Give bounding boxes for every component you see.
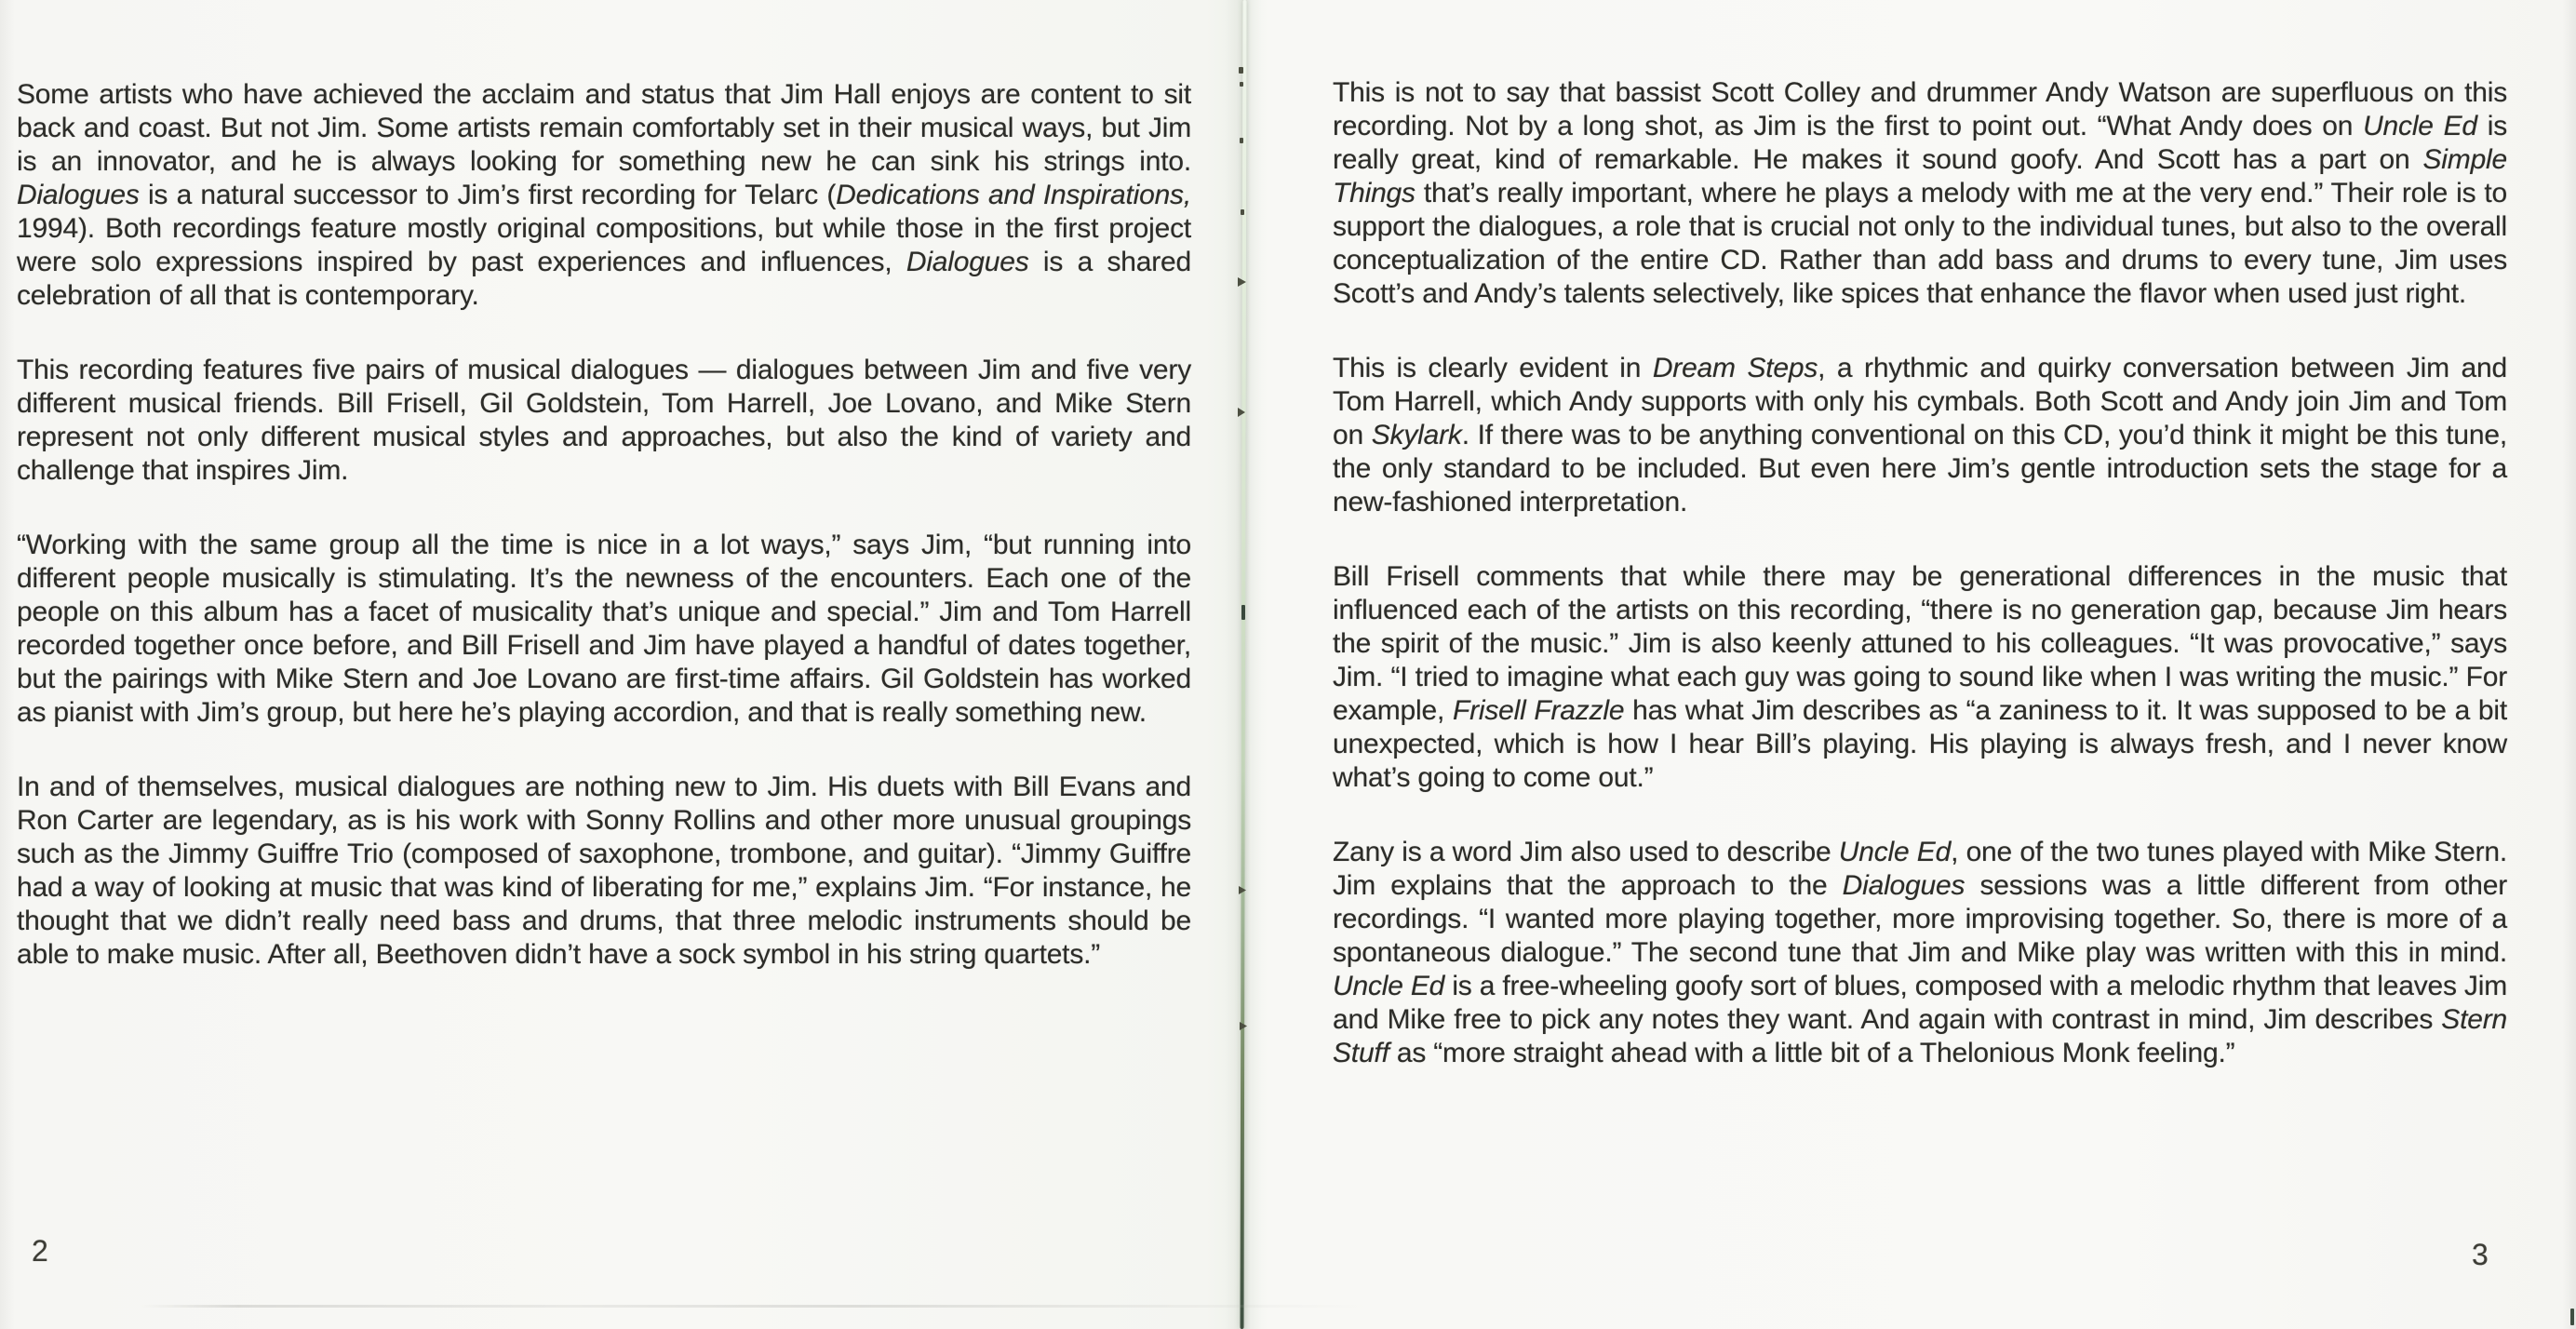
right-page-number: 3	[2472, 1238, 2489, 1271]
paragraph	[17, 771, 1191, 972]
body-text: is a shared celebration of all that is contemporary.	[17, 247, 1191, 311]
fold-speck	[1241, 209, 1244, 215]
body-text: as “more straight ahead with a little bit of a Thelonious Monk feeling.”	[1389, 1038, 2235, 1068]
body-text: that’s really important, where he plays a melody with me at the very end.” Their role is to support the dialogues, a role that is crucial not only to the individual tunes, but also to the overall conceptualization of the entire CD. Rather than add bass and drums to every tune, Jim uses Scott’s and Andy’s talents selectively, like spices that enhance the flavor when used just right.	[1333, 178, 2507, 309]
paragraph	[1333, 76, 2507, 311]
body-text: . If there was to be anything conventional on this CD, you’d think it might be this tune, the only standard to be included. But even here Jim’s gentle introduction sets the stage for a new-fashioned interpretation.	[1333, 420, 2508, 517]
scan-smudge	[140, 1305, 1368, 1308]
left-page-number: 2	[32, 1234, 48, 1268]
right-page-text	[1333, 76, 2507, 1070]
paragraph	[17, 78, 1191, 313]
fold-speck	[1240, 82, 1243, 87]
scan-edge-mark	[2570, 1309, 2574, 1325]
body-text: is a natural successor to Jim’s first recording for Telarc (	[139, 180, 837, 210]
paragraph	[1333, 352, 2507, 519]
body-text: 1994). Both recordings feature mostly original compositions, but while those in the first project were solo expressions inspired by past experiences and influences,	[17, 213, 1191, 277]
title-italic-text: Dream Steps	[1652, 353, 1818, 383]
fold-speck	[1239, 67, 1243, 74]
paragraph	[1333, 560, 2507, 795]
body-text: Zany is a word Jim also used to describe	[1333, 837, 1839, 867]
title-italic-text: Dedications and Inspirations,	[836, 180, 1191, 210]
body-text: In and of themselves, musical dialogues are nothing new to Jim. His duets with Bill Evans and Ron Carter are legendary, as is his work with Sonny Rollins and other more unusual groupings such as the Jimmy Guiffre Trio (composed of saxophone, trombone, and guitar). “Jimmy Guiffre had a way of looking at music that was kind of liberating for me,” explains Jim. “For instance, he thought that we didn’t really need bass and drums, that three melodic instruments should be able to make music. After all, Beethoven didn’t have a sock symbol in his string quartets.”	[17, 772, 1191, 970]
title-italic-text: Simple Things	[1333, 144, 2507, 208]
left-page	[0, 0, 1243, 1329]
fold-speck	[1241, 605, 1245, 620]
body-text: Bill Frisell comments that while there may be generational differences in the music that influenced each of the artists on this recording, “there is no generation gap, because Jim hears the spirit of the music.” Jim is also keenly attuned to his colleagues. “It was provocative,” says Jim. “I tried to imagine what each guy was going to sound like when I was writing the music.” For example,	[1333, 561, 2507, 726]
body-text: Some artists who have achieved the acclaim and status that Jim Hall enjoys are content to sit back and coast. But not Jim. Some artists remain comfortably set in their musical ways, but Jim is an innovator, and he is always looking for something new he can sink his strings into.	[17, 79, 1191, 177]
left-page-text	[17, 78, 1191, 972]
title-italic-text: Dialogues	[1842, 870, 1966, 901]
body-text: , one of the two tunes played with Mike Stern. Jim explains that the approach to the	[1333, 837, 2507, 901]
title-italic-text: Dialogues	[17, 180, 140, 210]
paragraph	[17, 529, 1191, 730]
right-page	[1243, 0, 2576, 1329]
body-text: sessions was a little different from other recordings. “I wanted more playing together, more improvising together. So, there is more of a spontaneous dialogue.” The second tune that Jim and Mike play was written with this in mind.	[1333, 870, 2507, 968]
title-italic-text: Uncle Ed	[1333, 971, 1445, 1001]
body-text: This is clearly evident in	[1333, 353, 1653, 383]
body-text: “Working with the same group all the time is nice in a lot ways,” says Jim, “but running into different people musically is stimulating. It’s the newness of the encounters. Each one of the people on this album has a facet of musicality that’s unique and special.” Jim and Tom Harrell recorded together once before, and Bill Frisell and Jim have played a handful of dates together, but the pairings with Mike Stern and Joe Lovano are first-time affairs. Gil Goldstein has worked as pianist with Jim’s group, but here he’s playing accordion, and that is really something new.	[17, 530, 1191, 728]
title-italic-text: Uncle Ed	[2363, 111, 2477, 141]
title-italic-text: Stern Stuff	[1333, 1004, 2507, 1068]
body-text: , a rhythmic and quirky conversation between Jim and Tom Harrell, which Andy supports with only his cymbals. Both Scott and Andy join Jim and Tom on	[1333, 353, 2507, 450]
paragraph	[1333, 836, 2507, 1070]
body-text: is a free-wheeling goofy sort of blues, composed with a melodic rhythm that leaves Jim and Mike free to pick any notes they want. And again with contrast in mind, Jim describes	[1333, 971, 2507, 1035]
paragraph	[17, 354, 1191, 488]
title-italic-text: Frisell Frazzle	[1452, 695, 1625, 726]
body-text: is really great, kind of remarkable. He makes it sound goofy. And Scott has a part on	[1333, 111, 2508, 175]
body-text: This is not to say that bassist Scott Colley and drummer Andy Watson are superfluous on this recording. Not by a long shot, as Jim is the first to point out. “What Andy does on	[1333, 77, 2507, 141]
title-italic-text: Skylark	[1371, 420, 1462, 450]
title-italic-text: Uncle Ed	[1838, 837, 1952, 867]
fold-speck	[1240, 138, 1243, 143]
body-text: has what Jim describes as “a zaniness to it. It was supposed to be a bit unexpected, which is how I hear Bill’s playing. His playing is always fresh, and I never know what’s going to come out.”	[1333, 695, 2507, 793]
body-text: This recording features five pairs of musical dialogues — dialogues between Jim and five very different musical friends. Bill Frisell, Gil Goldstein, Tom Harrell, Joe Lovano, and Mike Stern represent not only different musical styles and approaches, but also the kind of variety and challenge that inspires Jim.	[17, 355, 1191, 486]
title-italic-text: Dialogues	[906, 247, 1029, 277]
